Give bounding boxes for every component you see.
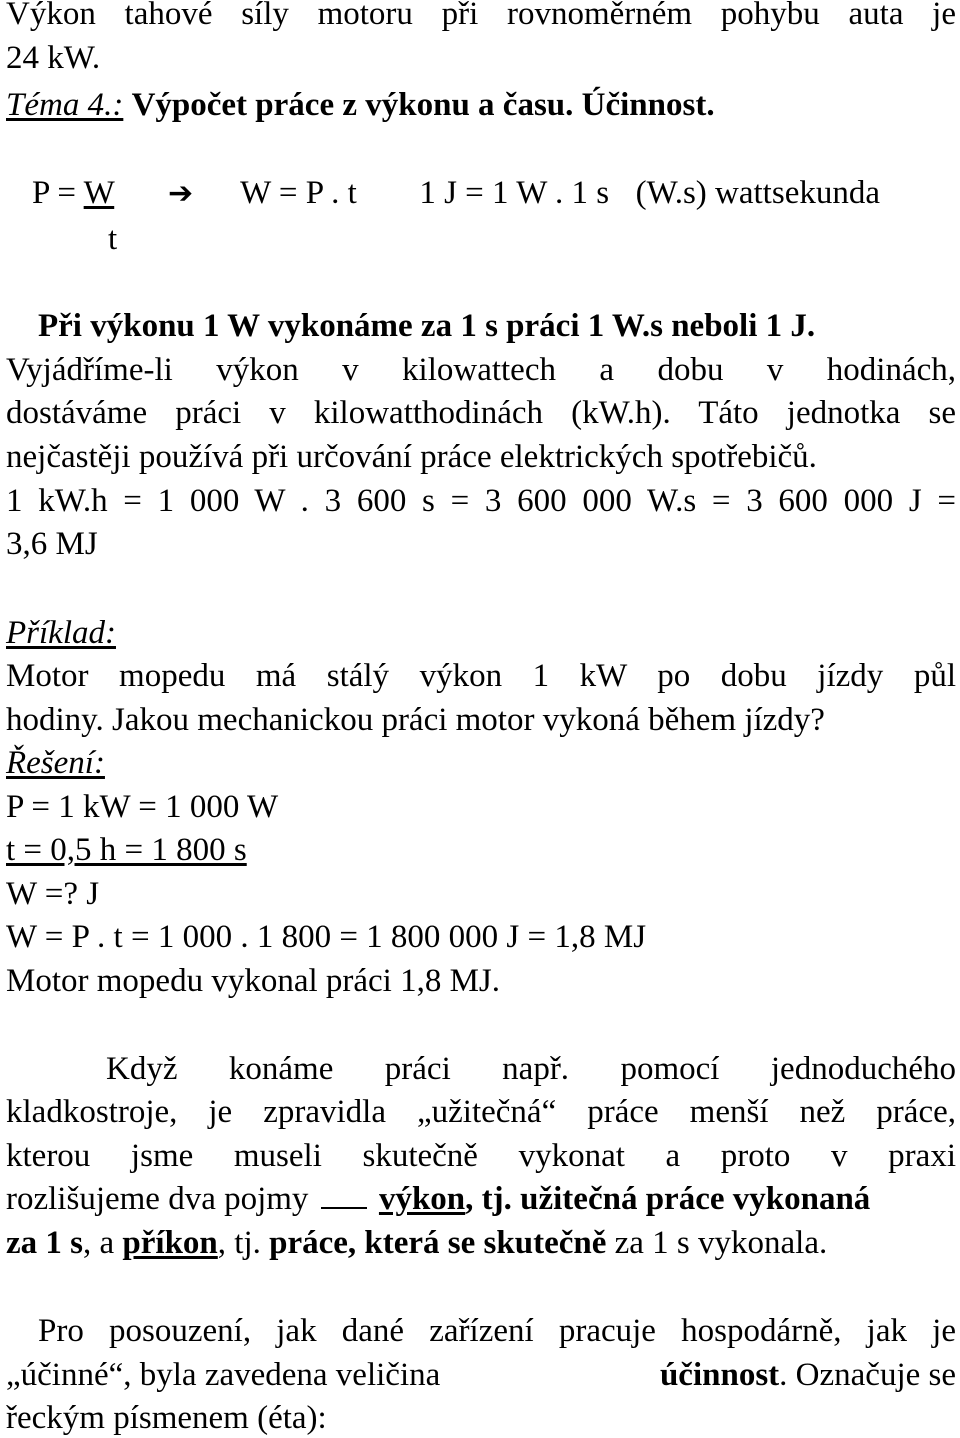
paragraph1-line-3: kterou jsme museli skutečně vykonat a proto v praxi	[6, 1138, 956, 1174]
p1-l5-text-b: , a	[83, 1225, 115, 1261]
definition-line-5: 3,6 MJ	[6, 526, 98, 562]
intro-line-1: Výkon tahové síly motoru při rovnoměrném pohybu auta je	[6, 0, 956, 32]
paragraph1-line-4	[6, 1179, 870, 1221]
formula-line	[32, 173, 880, 213]
formula-joule: 1 J = 1 W . 1 s	[419, 175, 610, 211]
formula-w-numerator: W	[83, 175, 115, 211]
paragraph1-line-2: kladkostroje, je zpravidla „užitečná“ práce menší než práce,	[6, 1094, 956, 1130]
example-question-1: Motor mopedu má stálý výkon 1 kW po dobu jízdy půl	[6, 658, 956, 694]
definition-bold-line: Při výkonu 1 W vykonáme za 1 s práci 1 W.s neboli 1 J.	[38, 308, 816, 344]
p1-l4-text-a: rozlišujeme dva pojmy	[6, 1181, 309, 1217]
p2-l2-text-a: „účinné“, byla zavedena veličina	[6, 1357, 441, 1393]
right-arrow-icon: ➔	[168, 177, 194, 210]
em-dash-icon	[317, 1181, 371, 1221]
p1-l5-text-e: práce, která se skutečně	[269, 1225, 607, 1261]
p1-l4-text-d: užitečná práce vykonaná	[520, 1181, 871, 1217]
p1-term-vykon: výkon	[378, 1181, 466, 1217]
p1-l5-text-a: za 1 s	[6, 1225, 83, 1261]
p1-l5-text-f: za 1 s vykonala.	[614, 1225, 828, 1261]
formula-t-denominator: t	[108, 221, 118, 257]
p2-term-ucinnost: účinnost	[659, 1357, 780, 1393]
paragraph2-line-3: řeckým písmenem (éta):	[6, 1400, 327, 1436]
definition-line-3: nejčastěji používá při určování práce elektrických spotřebičů.	[6, 439, 817, 475]
intro-line-2: 24 kW.	[6, 40, 101, 76]
formula-unit: (W.s) wattsekunda	[635, 175, 880, 211]
paragraph2-line-2	[6, 1355, 956, 1395]
definition-line-2: dostáváme práci v kilowatthodinách (kW.h). Táto jednotka se	[6, 395, 956, 431]
solution-label: Řešení:	[6, 745, 105, 781]
formula-p: P =	[32, 175, 84, 211]
topic-title: Výpočet práce z výkonu a času. Účinnost.	[131, 87, 715, 123]
solution-line-1: P = 1 kW = 1 000 W	[6, 789, 279, 825]
solution-line-2: t = 0,5 h = 1 800 s	[6, 832, 247, 868]
solution-line-3: W =? J	[6, 876, 100, 912]
p2-l2-text-c: . Označuje se	[779, 1357, 956, 1393]
definition-line-4: 1 kW.h = 1 000 W . 3 600 s = 3 600 000 W.s = 3 600 000 J =	[6, 483, 956, 519]
p1-term-prikon: příkon	[122, 1225, 218, 1261]
solution-line-4: W = P . t = 1 000 . 1 800 = 1 800 000 J = 1,8 MJ	[6, 919, 647, 955]
paragraph1-line-5	[6, 1223, 827, 1263]
example-label: Příklad:	[6, 615, 116, 651]
p1-l4-text-c: , tj.	[465, 1181, 512, 1217]
formula-w-eq: W = P . t	[240, 175, 357, 211]
definition-line-1: Vyjádříme-li výkon v kilowattech a dobu v hodinách,	[6, 352, 956, 388]
p1-l5-text-d: , tj.	[217, 1225, 261, 1261]
example-question-2: hodiny. Jakou mechanickou práci motor vykoná během jízdy?	[6, 702, 825, 738]
paragraph1-line-1: Když konáme práci např. pomocí jednoduchého	[106, 1051, 956, 1087]
topic-label: Téma 4.:	[6, 87, 124, 123]
topic-heading	[6, 85, 715, 125]
solution-line-5: Motor mopedu vykonal práci 1,8 MJ.	[6, 963, 501, 999]
paragraph2-line-1: Pro posouzení, jak dané zařízení pracuje hospodárně, jak je	[38, 1313, 956, 1349]
